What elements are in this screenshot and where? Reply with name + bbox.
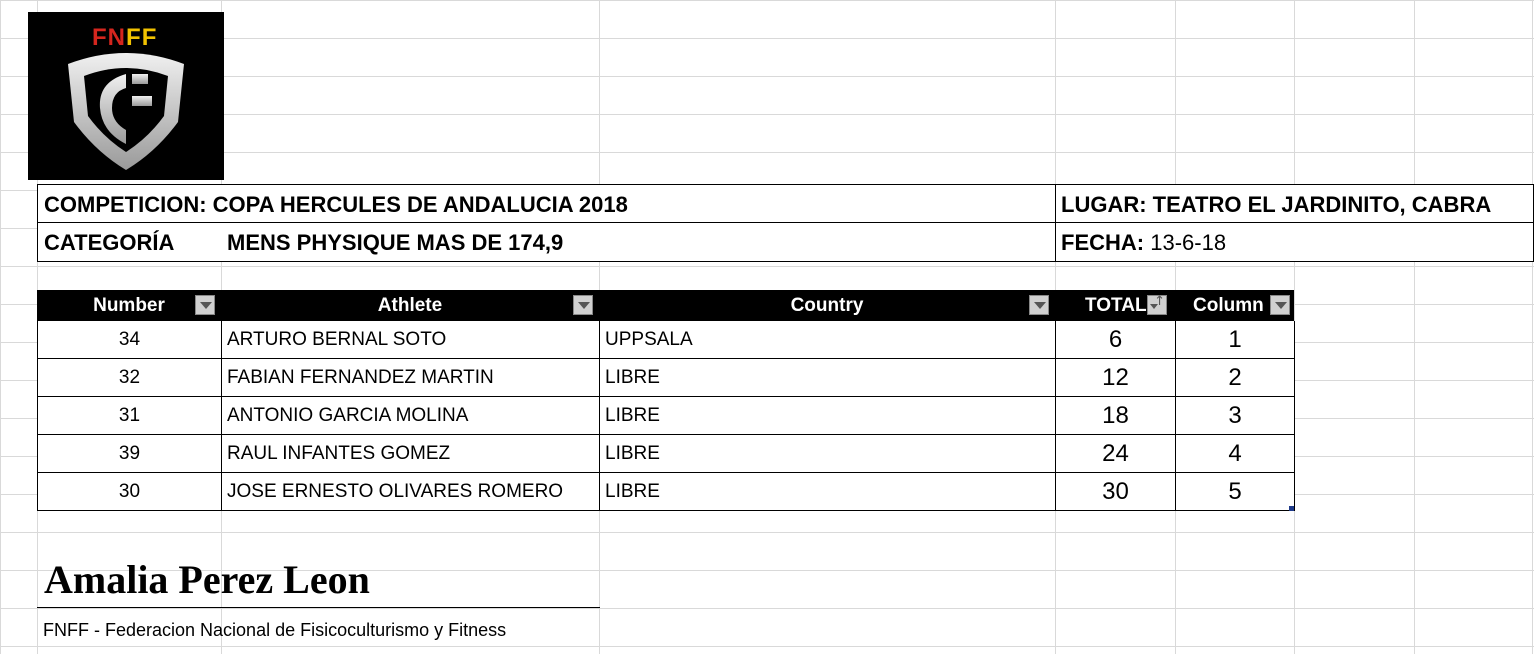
column-header-country[interactable]: Country [790, 295, 864, 316]
cell-athlete[interactable]: RAUL INFANTES GOMEZ [221, 435, 599, 473]
date-label: FECHA: [1061, 230, 1145, 255]
cell-number[interactable]: 39 [37, 435, 221, 473]
cell-column[interactable]: 2 [1175, 359, 1295, 397]
judge-signature-name[interactable]: Amalia Perez Leon [44, 557, 370, 602]
cell-total[interactable]: 30 [1055, 473, 1175, 511]
cell-column[interactable]: 4 [1175, 435, 1295, 473]
date-value: 13-6-18 [1144, 230, 1227, 255]
table-row[interactable] [37, 359, 1295, 397]
results-table-header [37, 290, 1294, 321]
cell-country[interactable]: LIBRE [599, 435, 1055, 473]
logo-letter-f2: F [126, 24, 142, 51]
sort-ascending-icon[interactable] [1147, 295, 1167, 315]
filter-dropdown-icon[interactable] [1270, 295, 1290, 315]
column-header-column[interactable]: Column [1193, 295, 1264, 316]
cell-country[interactable]: LIBRE [599, 397, 1055, 435]
cell-column[interactable]: 1 [1175, 321, 1295, 359]
cell-number[interactable]: 34 [37, 321, 221, 359]
cell-country[interactable]: UPPSALA [599, 321, 1055, 359]
cell-athlete[interactable]: ARTURO BERNAL SOTO [221, 321, 599, 359]
column-header-total[interactable]: TOTAL [1085, 295, 1147, 316]
signature-line [37, 607, 600, 608]
cell-number[interactable]: 32 [37, 359, 221, 397]
cell-total[interactable]: 12 [1055, 359, 1175, 397]
column-header-number[interactable]: Number [93, 295, 165, 316]
cell-athlete[interactable]: ANTONIO GARCIA MOLINA [221, 397, 599, 435]
logo-letter-f: F [92, 24, 108, 51]
cell-total[interactable]: 6 [1055, 321, 1175, 359]
filter-dropdown-icon[interactable] [573, 295, 593, 315]
logo-letter-n: N [107, 24, 127, 51]
cell-column[interactable]: 3 [1175, 397, 1295, 435]
organization-footer[interactable]: FNFF - Federacion Nacional de Fisicoculturismo y Fitness [43, 620, 507, 640]
cell-number[interactable]: 31 [37, 397, 221, 435]
cell-athlete[interactable]: JOSE ERNESTO OLIVARES ROMERO [221, 473, 599, 511]
category-label[interactable]: CATEGORÍA [44, 230, 175, 255]
cell-country[interactable]: LIBRE [599, 473, 1055, 511]
table-row[interactable] [37, 397, 1295, 435]
cell-total[interactable]: 18 [1055, 397, 1175, 435]
venue-label[interactable]: LUGAR: TEATRO EL JARDINITO, CABRA [1061, 192, 1492, 217]
header-divider [37, 222, 1534, 223]
competition-title[interactable]: COMPETICION: COPA HERCULES DE ANDALUCIA 2018 [44, 192, 628, 217]
table-row[interactable] [37, 435, 1295, 473]
date-field[interactable] [1061, 230, 1226, 256]
cell-column[interactable]: 5 [1175, 473, 1295, 511]
header-vdivider [1055, 184, 1056, 262]
category-value[interactable]: MENS PHYSIQUE MAS DE 174,9 [227, 230, 564, 255]
table-row[interactable] [37, 321, 1295, 359]
cell-country[interactable]: LIBRE [599, 359, 1055, 397]
filter-dropdown-icon[interactable] [1029, 295, 1049, 315]
column-header-athlete[interactable]: Athlete [377, 295, 443, 316]
logo-letter-f3: F [141, 24, 158, 51]
table-resize-handle[interactable] [1289, 506, 1294, 511]
fnff-logo [28, 12, 224, 180]
table-row[interactable] [37, 473, 1295, 511]
cell-total[interactable]: 24 [1055, 435, 1175, 473]
cell-athlete[interactable]: FABIAN FERNANDEZ MARTIN [221, 359, 599, 397]
cell-number[interactable]: 30 [37, 473, 221, 511]
shield-icon [28, 12, 224, 180]
filter-dropdown-icon[interactable] [195, 295, 215, 315]
